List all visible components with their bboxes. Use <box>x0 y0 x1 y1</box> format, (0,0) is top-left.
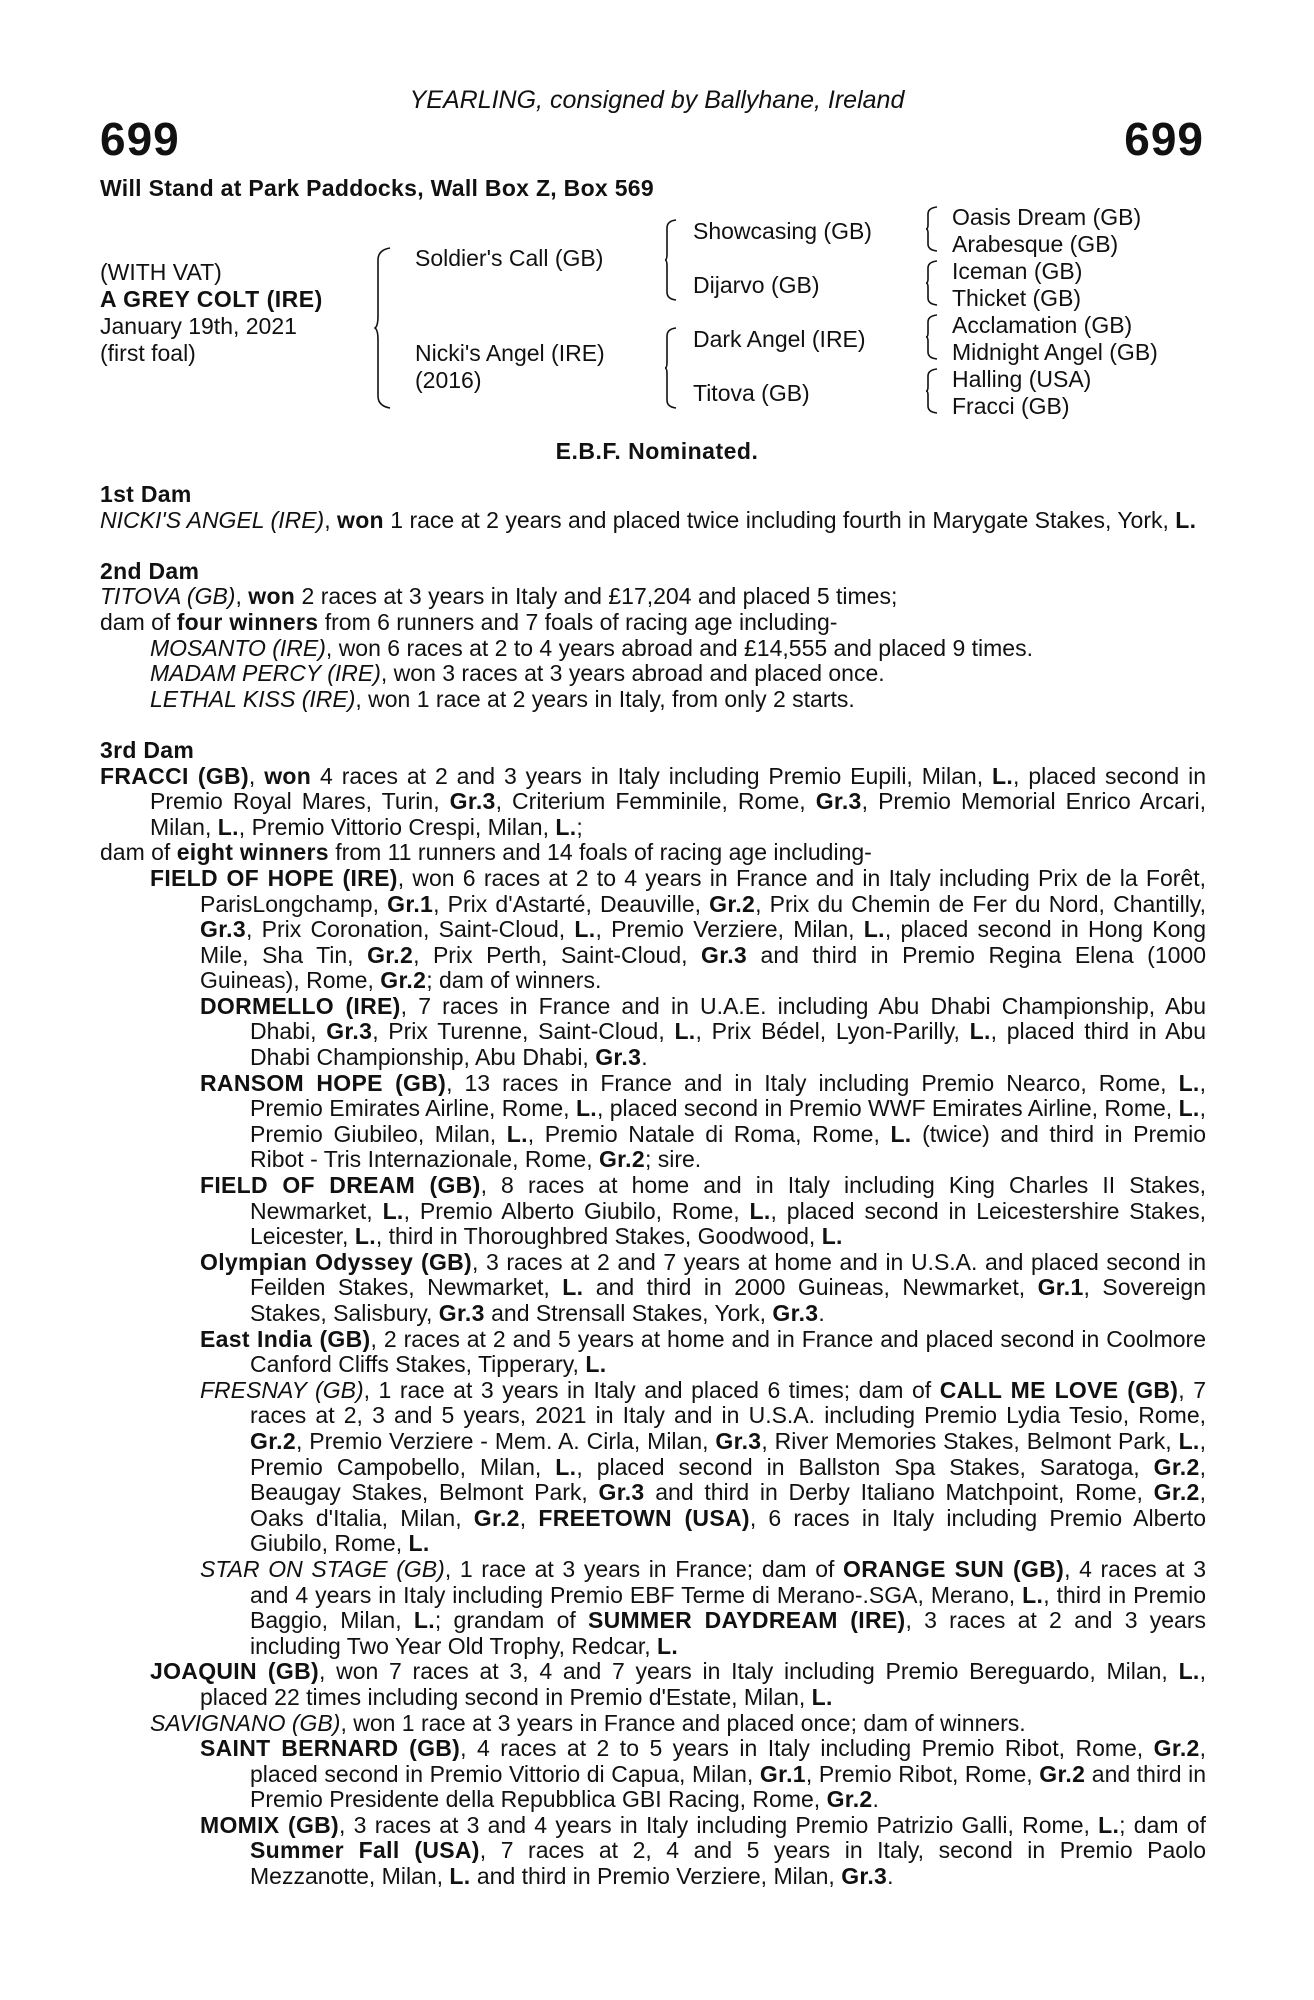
pedigree-paragraph: DORMELLO (IRE), 7 races in France and in U.A.E. including Abu Dhabi Championship, Abu Dhabi, Gr.3, Prix Turenne, Saint-Cloud, L., Prix Bédel, Lyon-Parilly, L., placed third in Abu Dhabi Championship, Abu Dhabi, Gr.3. <box>200 992 1207 1071</box>
gen3-acclamation: Acclamation (GB) <box>952 312 1133 338</box>
brace-gen2-top <box>664 218 678 302</box>
pedigree-paragraph: MOMIX (GB), 3 races at 3 and 4 years in Italy including Premio Patrizio Galli, Rome, L.; dam of Summer Fall (USA), 7 races at 2, 4 and 5 years in Italy, second in Premio Paolo Mezzanotte, Milan, L. and third in Premio Verziere, Milan, Gr.3. <box>200 1811 1206 1890</box>
gen2-showcasing: Showcasing (GB) <box>693 218 872 244</box>
horse-name: A GREY COLT (IRE) <box>100 286 323 312</box>
gen3-fracci: Fracci (GB) <box>952 393 1070 419</box>
pedigree-paragraph: TITOVA (GB), won 2 races at 3 years in Italy and £17,204 and placed 5 times; <box>100 583 898 610</box>
lot-number-left: 699 <box>100 113 180 165</box>
pedigree-paragraph: FRESNAY (GB), 1 race at 3 years in Italy and placed 6 times; dam of CALL ME LOVE (GB), 7 races at 2, 3 and 5 years, 2021 in Italy and in U.S.A. including Premio Lydia Tesio, Rome, Gr.2, Premio Verziere - Mem. A. Cirla, Milan, Gr.3, River Memories Stakes, Belmont Park, L., Premio Campobello, Milan, L., placed second in Ballston Spa Stakes, Saratoga, Gr.2, Beaugay Stakes, Belmont Park, Gr.3 and third in Derby Italiano Matchpoint, Rome, Gr.2, Oaks d'Italia, Milan, Gr.2, FREETOWN (USA), 6 races in Italy including Premio Alberto Giubilo, Rome, L. <box>200 1376 1207 1557</box>
sire: Soldier's Call (GB) <box>415 245 604 271</box>
pedigree-paragraph: East India (GB), 2 races at 2 and 5 years at home and in France and placed second in Coolmore Canford Cliffs Stakes, Tipperary, L. <box>200 1325 1206 1378</box>
brace-gen3-4 <box>925 367 939 415</box>
pedigree-paragraph: LETHAL KISS (IRE), won 1 race at 2 years in Italy, from only 2 starts. <box>150 685 855 712</box>
ebf-nomination: E.B.F. Nominated. <box>555 438 759 464</box>
catalogue-body <box>100 482 1206 1890</box>
pedigree-paragraph: MADAM PERCY (IRE), won 3 races at 3 years abroad and placed once. <box>150 660 885 687</box>
dam-year: (2016) <box>415 367 482 393</box>
pedigree-paragraph: SAINT BERNARD (GB), 4 races at 2 to 5 years in Italy including Premio Ribot, Rome, Gr.2, placed second in Premio Vittorio di Capua, Milan, Gr.1, Premio Ribot, Rome, Gr.2 and third in Premio Presidente della Repubblica GBI Racing, Rome, Gr.2. <box>200 1735 1207 1813</box>
gen2-dijarvo: Dijarvo (GB) <box>693 272 820 298</box>
lot-number-right: 699 <box>1124 113 1204 165</box>
pedigree-paragraph: Olympian Odyssey (GB), 3 races at 2 and 7 years at home and in U.S.A. and placed second in Feilden Stakes, Newmarket, L. and third in 2000 Guineas, Newmarket, Gr.1, Sovereign Stakes, Salisbury, Gr.3 and Strensall Stakes, York, Gr.3. <box>200 1248 1206 1326</box>
pedigree-paragraph: FRACCI (GB), won 4 races at 2 and 3 years in Italy including Premio Eupili, Milan, L., placed second in Premio Royal Mares, Turin, Gr.3, Criterium Femminile, Rome, Gr.3, Premio Memorial Enrico Arcari, Milan, L., Premio Vittorio Crespi, Milan, L.; <box>100 762 1207 840</box>
pedigree-paragraph: RANSOM HOPE (GB), 13 races in France and in Italy including Premio Nearco, Rome, L., Premio Emirates Airline, Rome, L., placed second in Premio WWF Emirates Airline, Rome, L., Premio Giubileo, Milan, L., Premio Natale di Roma, Rome, L. (twice) and third in Premio Ribot - Tris Internazionale, Rome, Gr.2; sire. <box>200 1069 1207 1173</box>
second-dam-section <box>100 584 1206 712</box>
pedigree-paragraph: MOSANTO (IRE), won 6 races at 2 to 4 years abroad and £14,555 and placed 9 times. <box>150 634 1033 661</box>
brace-gen3-3 <box>925 313 939 361</box>
brace-gen1 <box>374 246 392 410</box>
pedigree-paragraph: STAR ON STAGE (GB), 1 race at 3 years in France; dam of ORANGE SUN (GB), 4 races at 3 and 4 years in Italy including Premio EBF Terme di Merano-.SGA, Merano, L., third in Premio Baggio, Milan, L.; grandam of SUMMER DAYDREAM (IRE), 3 races at 2 and 3 years including Two Year Old Trophy, Redcar, L. <box>200 1555 1206 1659</box>
gen2-dark-angel: Dark Angel (IRE) <box>693 326 866 352</box>
gen3-halling: Halling (USA) <box>952 366 1092 392</box>
first-dam-heading: 1st Dam <box>100 481 192 507</box>
gen3-midnight-angel: Midnight Angel (GB) <box>952 339 1158 365</box>
pedigree-paragraph: dam of eight winners from 11 runners and 14 foals of racing age including- <box>100 839 872 866</box>
gen3-thicket: Thicket (GB) <box>952 285 1082 311</box>
pedigree-block <box>0 0 1314 440</box>
pedigree-paragraph: NICKI'S ANGEL (IRE), won 1 race at 2 years and placed twice including fourth in Marygate Stakes, York, L. <box>100 506 1197 533</box>
pedigree-paragraph: dam of four winners from 6 runners and 7 foals of racing age including- <box>100 608 838 635</box>
pedigree-paragraph: SAVIGNANO (GB), won 1 race at 3 years in France and placed once; dam of winners. <box>150 1709 1026 1736</box>
stand-location: Will Stand at Park Paddocks, Wall Box Z, Box 569 <box>100 175 654 201</box>
pedigree-paragraph: FIELD OF DREAM (GB), 8 races at home and in Italy including King Charles II Stakes, Newmarket, L., Premio Alberto Giubilo, Rome, L., placed second in Leicestershire Stakes, Leicester, L., third in Thoroughbred Stakes, Goodwood, L. <box>200 1172 1206 1250</box>
pedigree-paragraph: JOAQUIN (GB), won 7 races at 3, 4 and 7 years in Italy including Premio Bereguardo, Milan, L., placed 22 times including second in Premio d'Estate, Milan, L. <box>150 1658 1206 1710</box>
consignor-line: YEARLING, consigned by Ballyhane, Ireland <box>409 86 905 114</box>
pedigree-paragraph: FIELD OF HOPE (IRE), won 6 races at 2 to 4 years in France and in Italy including Prix de la Forêt, ParisLongchamp, Gr.1, Prix d'Astarté, Deauville, Gr.2, Prix du Chemin de Fer du Nord, Chantilly, Gr.3, Prix Coronation, Saint-Cloud, L., Premio Verziere, Milan, L., placed second in Hong Kong Mile, Sha Tin, Gr.2, Prix Perth, Saint-Cloud, Gr.3 and third in Premio Regina Elena (1000 Guineas), Rome, Gr.2; dam of winners. <box>150 864 1206 994</box>
third-dam-section <box>100 764 1206 1890</box>
gen2-titova: Titova (GB) <box>693 380 810 406</box>
second-dam-heading: 2nd Dam <box>100 557 200 584</box>
gen3-iceman: Iceman (GB) <box>952 258 1083 284</box>
foal-note: (first foal) <box>100 340 196 366</box>
dam: Nicki's Angel (IRE) <box>415 340 605 366</box>
brace-gen3-2 <box>925 259 939 307</box>
brace-gen2-bottom <box>664 326 678 410</box>
gen3-arabesque: Arabesque (GB) <box>952 231 1119 257</box>
gen3-oasis-dream: Oasis Dream (GB) <box>952 204 1142 230</box>
first-dam-section <box>100 508 1206 534</box>
brace-gen3-1 <box>925 205 939 253</box>
vat-note: (WITH VAT) <box>100 259 222 285</box>
foaling-date: January 19th, 2021 <box>100 313 297 339</box>
third-dam-heading: 3rd Dam <box>100 736 195 763</box>
